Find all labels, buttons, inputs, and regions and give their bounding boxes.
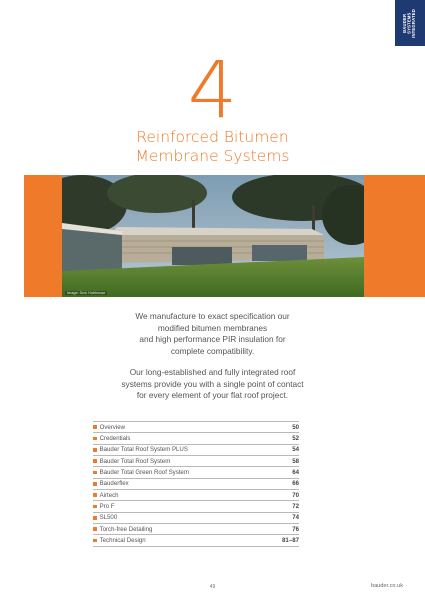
page-number: 49	[209, 584, 216, 590]
toc-page: 66	[292, 480, 299, 488]
toc-row[interactable]	[93, 445, 299, 456]
toc-row[interactable]	[93, 456, 299, 467]
toc-label: Credentials	[99, 435, 131, 443]
bullet-icon	[93, 527, 97, 531]
toc-label: SL500	[99, 514, 118, 522]
toc-row[interactable]	[93, 513, 299, 524]
toc-page: 76	[292, 525, 299, 533]
toc-label: Bauder Total Roof System PLUS	[99, 446, 188, 454]
toc-page: 74	[292, 514, 299, 522]
intro-text	[60, 311, 365, 412]
building-photo	[62, 175, 364, 297]
bullet-icon	[93, 437, 97, 441]
toc-label: Pro F	[99, 503, 115, 511]
toc-row[interactable]	[93, 490, 299, 501]
bullet-icon	[93, 471, 97, 475]
toc-label: Bauder Total Green Roof System	[99, 469, 189, 477]
toc-row[interactable]	[93, 524, 299, 535]
chapter-title: Reinforced Bitumen Membrane Systems	[135, 128, 290, 165]
toc-label: Torch-free Detailing	[99, 525, 153, 533]
toc-row[interactable]	[93, 467, 299, 478]
intro-paragraph-2: Our long-established and fully integrated roof systems provide you with a single point of contact for every element of your flat roof project.	[121, 367, 304, 400]
section-tab	[395, 0, 425, 46]
section-tab-label: BAUDER SYSTEMS INTEGRATED	[402, 8, 417, 38]
toc-row[interactable]	[93, 535, 299, 546]
toc-label: Bauderflex	[99, 480, 129, 488]
bullet-icon	[93, 505, 97, 509]
toc-row[interactable]	[93, 421, 299, 433]
toc-page: 64	[292, 469, 299, 477]
toc-row[interactable]	[93, 479, 299, 490]
toc-page: 54	[292, 446, 299, 454]
bullet-icon	[93, 448, 97, 452]
toc-label: Bauder Total Roof System	[99, 457, 171, 465]
toc-page: 58	[292, 457, 299, 465]
toc-row[interactable]	[93, 433, 299, 444]
toc-label: Airtech	[99, 491, 119, 499]
toc-label: Technical Design	[99, 537, 146, 545]
toc-label: Overview	[99, 423, 125, 431]
photo-credit: Image: Dick Hobhouse	[67, 291, 106, 295]
bullet-icon	[93, 516, 97, 520]
chapter-number: 4	[187, 46, 238, 136]
bullet-icon	[93, 425, 97, 429]
toc-page: 81–87	[282, 537, 299, 545]
table-of-contents	[93, 421, 299, 547]
bullet-icon	[93, 459, 97, 463]
toc-page: 50	[292, 423, 299, 431]
website-url[interactable]: bauder.co.uk	[370, 583, 403, 589]
bullet-icon	[93, 539, 97, 543]
toc-page: 70	[292, 491, 299, 499]
intro-paragraph-1: We manufacture to exact specification our modified bitumen membranes and high performance PIR insulation for complete compatibility.	[135, 311, 290, 356]
bullet-icon	[93, 493, 97, 497]
toc-page: 52	[292, 435, 299, 443]
toc-row[interactable]	[93, 501, 299, 512]
bullet-icon	[93, 482, 97, 486]
toc-page: 72	[292, 503, 299, 511]
